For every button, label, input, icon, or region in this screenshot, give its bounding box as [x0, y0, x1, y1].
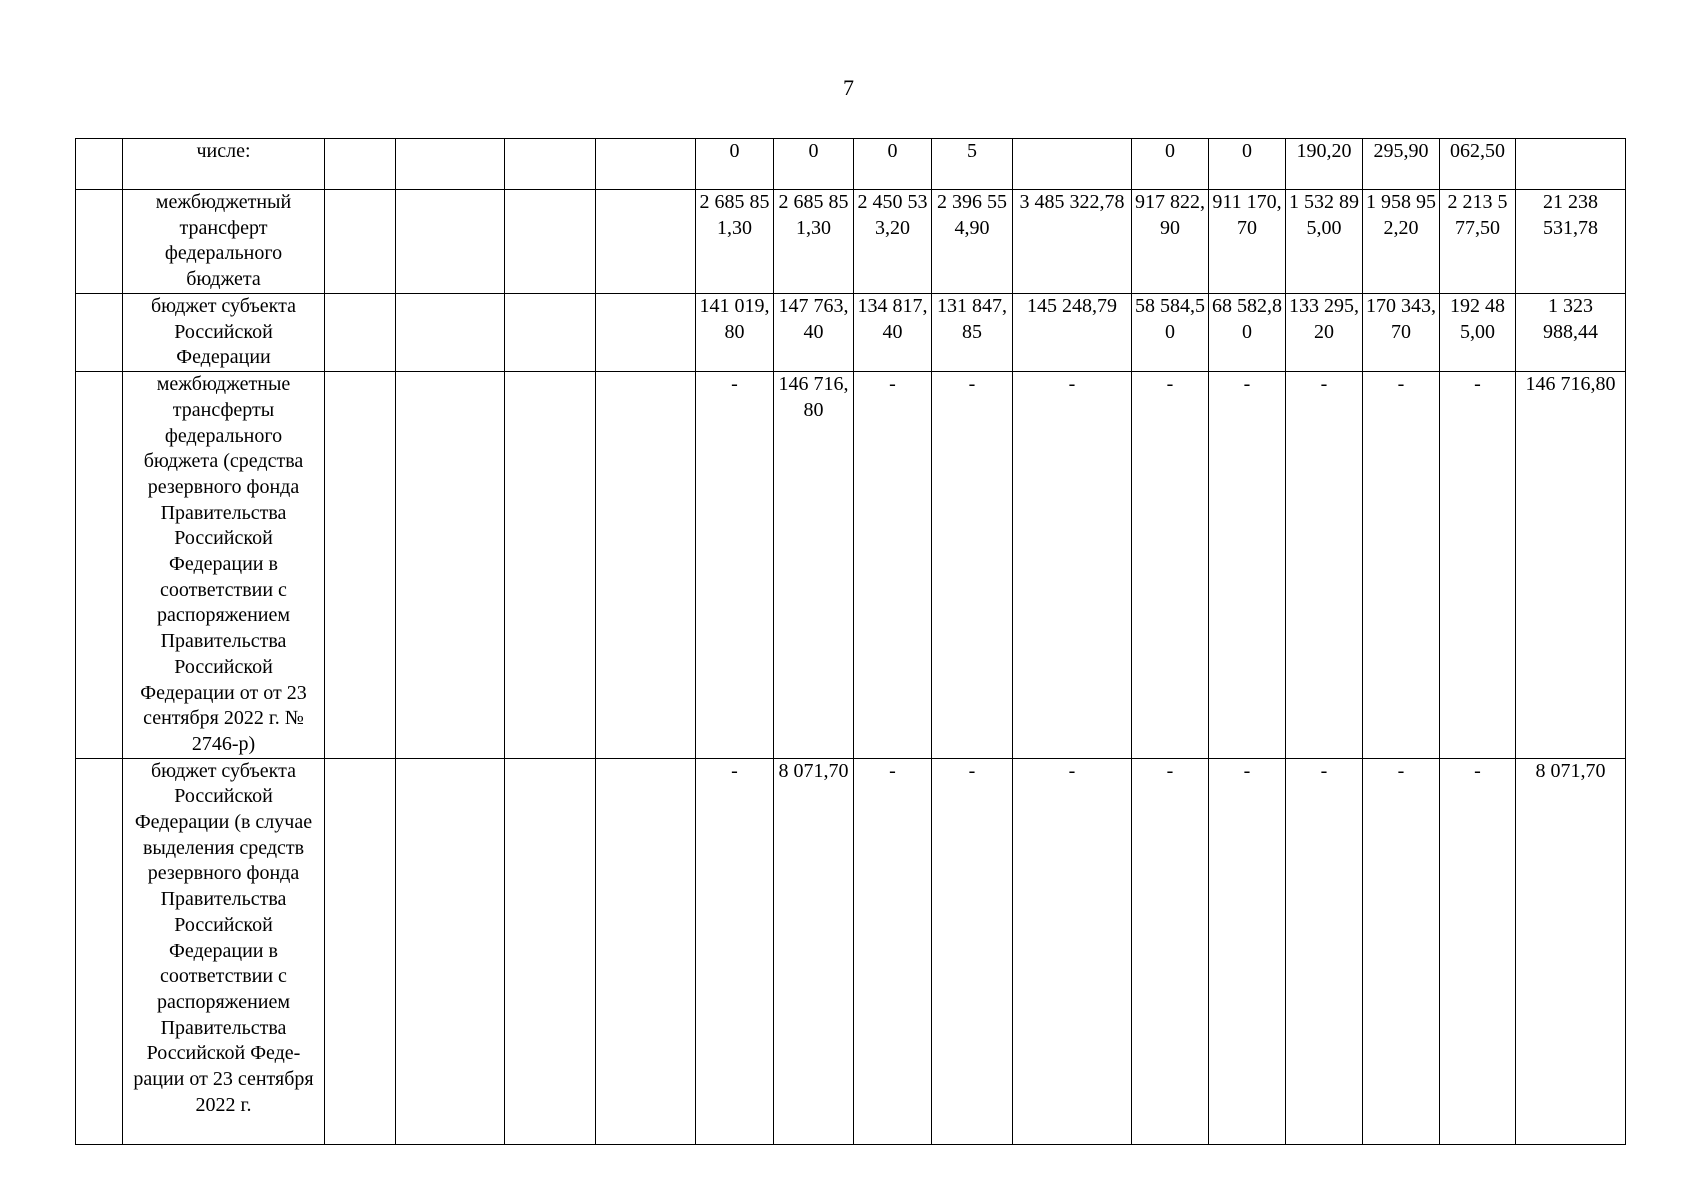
empty-cell — [505, 139, 596, 190]
value-cell: 0 — [1132, 139, 1209, 190]
value-cell: 192 485,00 — [1440, 294, 1516, 372]
empty-cell — [596, 190, 696, 294]
empty-cell — [325, 139, 396, 190]
value-cell: 131 847,85 — [932, 294, 1013, 372]
value-cell: 141 019,80 — [696, 294, 774, 372]
empty-cell — [505, 372, 596, 759]
value-cell: - — [1286, 758, 1363, 1144]
value-cell: - — [1286, 372, 1363, 759]
value-cell: - — [1440, 372, 1516, 759]
empty-cell — [596, 294, 696, 372]
value-cell: - — [1440, 758, 1516, 1144]
value-cell: 295,90 — [1363, 139, 1440, 190]
value-cell: 0 — [1209, 139, 1286, 190]
index-cell — [76, 372, 123, 759]
value-cell: 2 213 577,50 — [1440, 190, 1516, 294]
value-cell: 911 170,70 — [1209, 190, 1286, 294]
index-cell — [76, 139, 123, 190]
value-cell: 5 — [932, 139, 1013, 190]
row-label: бюджет субъекта Российской Федерации — [123, 294, 325, 372]
empty-cell — [325, 758, 396, 1144]
value-cell: 170 343,70 — [1363, 294, 1440, 372]
value-cell: - — [1132, 758, 1209, 1144]
empty-cell — [325, 294, 396, 372]
value-cell: - — [932, 372, 1013, 759]
value-cell: 2 450 533,20 — [854, 190, 932, 294]
value-cell: 0 — [774, 139, 854, 190]
value-cell: 134 817,40 — [854, 294, 932, 372]
empty-cell — [396, 190, 505, 294]
table-row — [76, 372, 1626, 759]
value-cell: 2 685 851,30 — [774, 190, 854, 294]
value-cell: 146 716,80 — [774, 372, 854, 759]
table-row — [76, 758, 1626, 1144]
value-cell: - — [854, 758, 932, 1144]
value-cell: 917 822,90 — [1132, 190, 1209, 294]
value-cell: 2 396 554,90 — [932, 190, 1013, 294]
value-cell: - — [854, 372, 932, 759]
empty-cell — [596, 758, 696, 1144]
page-number: 7 — [843, 75, 854, 100]
total-cell: 21 238 531,78 — [1516, 190, 1626, 294]
value-cell: 68 582,80 — [1209, 294, 1286, 372]
empty-cell — [396, 294, 505, 372]
value-cell: - — [932, 758, 1013, 1144]
row-label: межбюджетный трансферт федерального бюджета — [123, 190, 325, 294]
value-cell: - — [696, 372, 774, 759]
value-cell: 58 584,50 — [1132, 294, 1209, 372]
value-cell: - — [1209, 372, 1286, 759]
row-label: числе: — [123, 139, 325, 190]
empty-cell — [505, 758, 596, 1144]
value-cell: 1 958 952,20 — [1363, 190, 1440, 294]
row-label: межбюджетные трансферты федерального бюджета (средства резервного фонда Правительства Российской Федерации в соответствии с распоряжением Правительства Российской Федерации от от 23 сентября 2022 г. № 2746-р) — [123, 372, 325, 759]
empty-cell — [596, 139, 696, 190]
value-cell: - — [1013, 372, 1132, 759]
table-row — [76, 190, 1626, 294]
table-row — [76, 294, 1626, 372]
value-cell: 062,50 — [1440, 139, 1516, 190]
value-cell: - — [1363, 372, 1440, 759]
total-cell — [1516, 139, 1626, 190]
value-cell: - — [1132, 372, 1209, 759]
value-cell: - — [696, 758, 774, 1144]
empty-cell — [325, 190, 396, 294]
value-cell: - — [1013, 758, 1132, 1144]
value-cell: 133 295,20 — [1286, 294, 1363, 372]
value-cell: - — [1209, 758, 1286, 1144]
value-cell — [1013, 139, 1132, 190]
empty-cell — [596, 372, 696, 759]
index-cell — [76, 190, 123, 294]
value-cell: 1 532 895,00 — [1286, 190, 1363, 294]
empty-cell — [396, 372, 505, 759]
value-cell: 0 — [696, 139, 774, 190]
value-cell: 0 — [854, 139, 932, 190]
empty-cell — [325, 372, 396, 759]
row-label: бюджет субъекта Российской Федерации (в случае выделения средств резервного фонда Правительства Российской Федерации в соответствии с распоряжением Правительства Российской Феде-рации от 23 сентября 2022 г. — [123, 758, 325, 1144]
table-body — [76, 139, 1626, 1145]
index-cell — [76, 758, 123, 1144]
value-cell: 147 763,40 — [774, 294, 854, 372]
value-cell: 145 248,79 — [1013, 294, 1132, 372]
empty-cell — [505, 190, 596, 294]
value-cell: 3 485 322,78 — [1013, 190, 1132, 294]
index-cell — [76, 294, 123, 372]
empty-cell — [396, 758, 505, 1144]
value-cell: 2 685 851,30 — [696, 190, 774, 294]
table-row — [76, 139, 1626, 190]
value-cell: - — [1363, 758, 1440, 1144]
budget-table — [75, 138, 1626, 1145]
value-cell: 190,20 — [1286, 139, 1363, 190]
total-cell: 146 716,80 — [1516, 372, 1626, 759]
value-cell: 8 071,70 — [774, 758, 854, 1144]
total-cell: 1 323 988,44 — [1516, 294, 1626, 372]
total-cell: 8 071,70 — [1516, 758, 1626, 1144]
empty-cell — [505, 294, 596, 372]
empty-cell — [396, 139, 505, 190]
